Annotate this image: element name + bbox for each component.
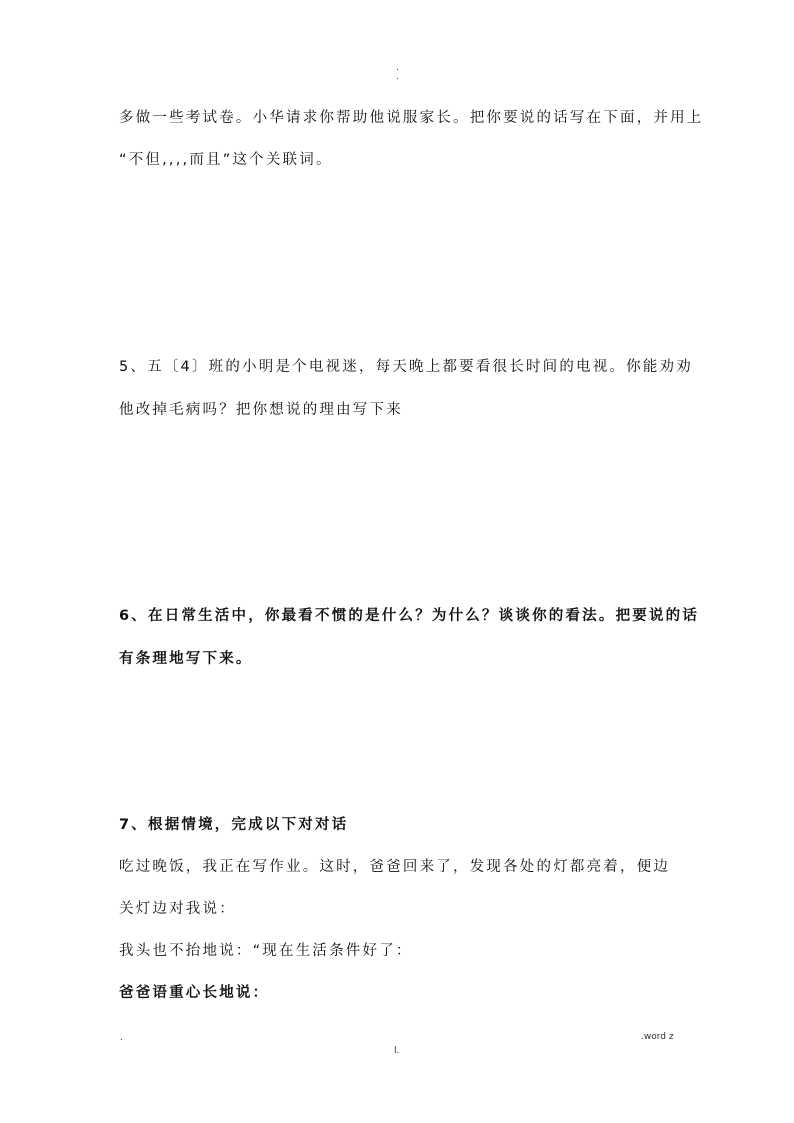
question-5-line: 他改掉毛病吗？把你想说的理由写下来 [119,402,403,418]
text-line: 多做一些考试卷。小华请求你帮助他说服家长。把你要说的话写在下面，并用上 [119,110,704,126]
question-6-line: 有条理地写下来。 [119,651,253,667]
footer-center-mark: l. [394,1046,400,1056]
question-7-line: 爸爸语重心长地说： [119,985,270,1001]
question-5-line: 5、五〔4〕班的小明是个电视迷，每天晚上都要看很长时间的电视。你能劝劝 [119,359,693,375]
question-7-line: 关灯边对我说： [119,901,236,917]
header-mark: . . [396,63,399,82]
footer-right-mark: .word z [641,1032,674,1042]
question-7-line: 我头也不抬地说：“现在生活条件好了： [119,943,413,959]
footer-left-mark: . [120,1033,123,1043]
question-7-title: 7、根据情境，完成以下对对话 [119,817,349,833]
question-7-line: 吃过晚饭，我正在写作业。这时，爸爸回来了，发现各处的灯都亮着，便边 [119,859,671,875]
question-6-line: 6、在日常生活中，你最看不惯的是什么？为什么？谈谈你的看法。把要说的话 [119,608,700,624]
text-line: “不但,,,,而且”这个关联词。 [119,152,333,168]
